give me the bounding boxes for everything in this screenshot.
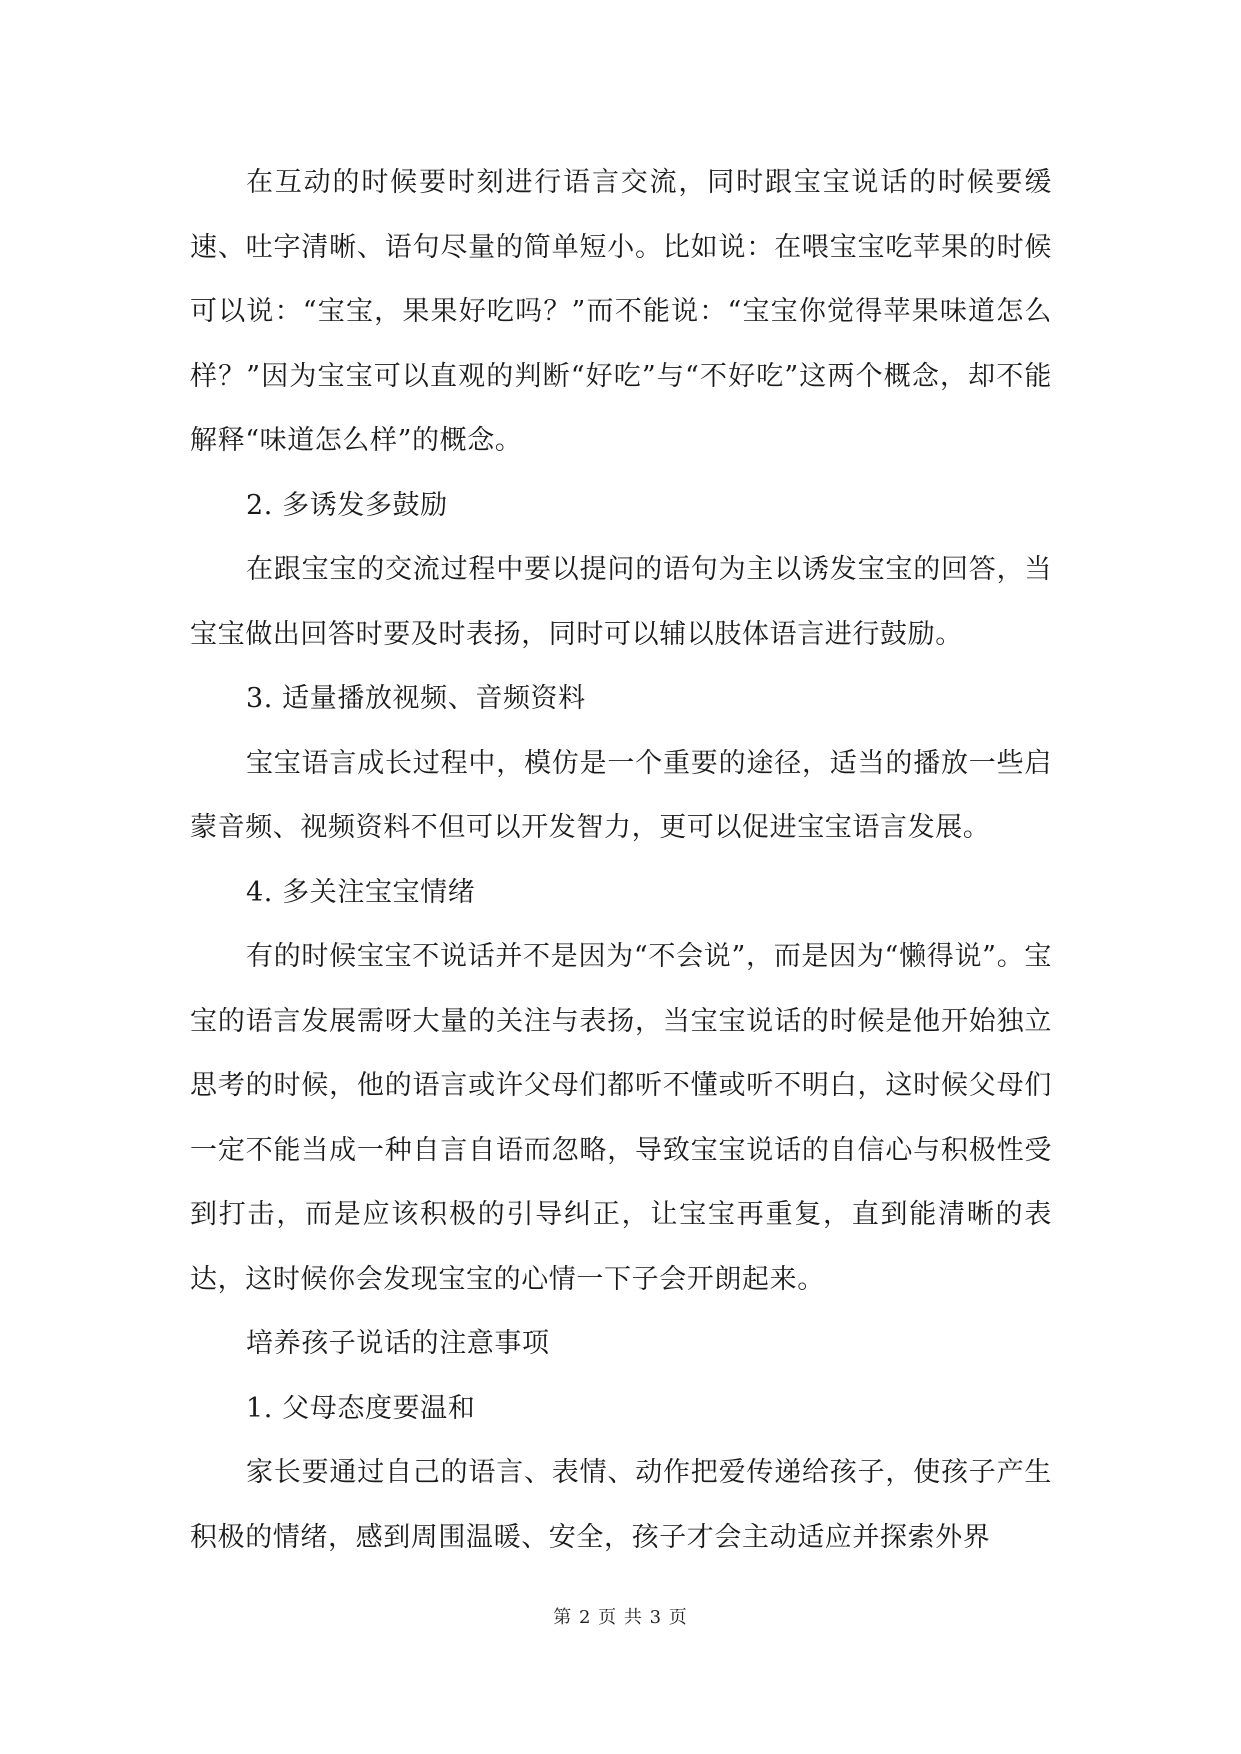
page-footer: 第 2 页 共 3 页 xyxy=(553,1607,688,1628)
section-heading-precautions: 培养孩子说话的注意事项 xyxy=(246,1328,550,1359)
paragraph-emotion: 有的时候宝宝不说话并不是因为“不会说”，而是因为“懒得说”。宝宝的语言发展需呀大量的关注与表扬，当宝宝说话的时候是他开始独立思考的时候，他的语言或许父母们都听不懂或听不明白，这时候父母们一定不能当成一种自言自语而忽略，导致宝宝说话的自信心与积极性受到打击，而是应该积极的引导纠正，让宝宝再重复，直到能清晰的表达，这时候你会发现宝宝的心情一下子会开朗起来。 xyxy=(190,941,1052,1295)
section-heading-encourage: 2. 多诱发多鼓励 xyxy=(246,489,448,521)
paragraph-interaction-communication: 在互动的时候要时刻进行语言交流，同时跟宝宝说话的时候要缓速、吐字清晰、语句尽量的简单短小。比如说：在喂宝宝吃苹果的时候可以说：“宝宝，果果好吃吗？”而不能说：“宝宝你觉得苹果味道怎么样？”因为宝宝可以直观的判断“好吃”与“不好吃”这两个概念，却不能解释“味道怎么样”的概念。 xyxy=(190,167,1052,456)
paragraph-gentle-attitude: 家长要通过自己的语言、表情、动作把爱传递给孩子，使孩子产生积极的情绪，感到周围温暖、安全，孩子才会主动适应并探索外界 xyxy=(190,1457,1052,1553)
paragraph-media: 宝宝语言成长过程中，模仿是一个重要的途径，适当的播放一些启蒙音频、视频资料不但可以开发智力，更可以促进宝宝语言发展。 xyxy=(190,747,1052,843)
section-heading-emotion: 4. 多关注宝宝情绪 xyxy=(246,876,476,908)
section-heading-gentle-attitude: 1. 父母态度要温和 xyxy=(246,1392,476,1424)
section-heading-media: 3. 适量播放视频、音频资料 xyxy=(246,683,586,714)
paragraph-encourage: 在跟宝宝的交流过程中要以提问的语句为主以诱发宝宝的回答，当宝宝做出回答时要及时表扬，同时可以辅以肢体语言进行鼓励。 xyxy=(190,554,1052,650)
document-body xyxy=(190,151,1052,1570)
